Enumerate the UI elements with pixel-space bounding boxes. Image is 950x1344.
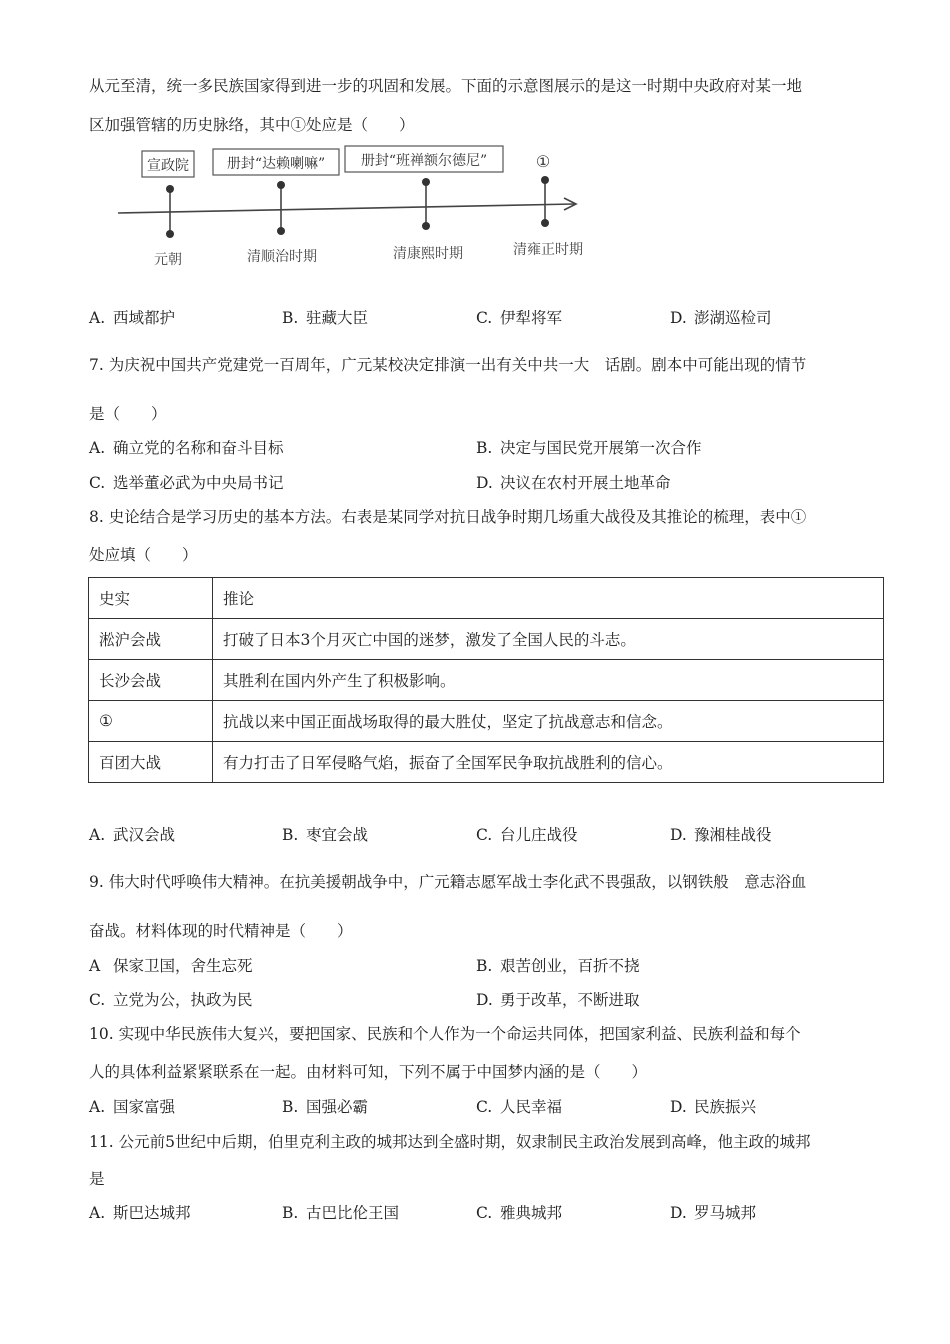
q6-stem-line1: 从元至清，统一多民族国家得到进一步的巩固和发展。下面的示意图展示的是这一时期中央政府对某一地	[89, 77, 803, 95]
q6-option-c[interactable]: C. 伊犁将军	[476, 309, 563, 327]
table-cell: 淞沪会战	[89, 619, 213, 660]
q9-stem-line2: 奋战。材料体现的时代精神是（ ）	[89, 922, 353, 940]
period4-label: 清雍正时期	[513, 242, 583, 258]
q9-stem-line1: 9. 伟大时代呼唤伟大精神。在抗美援朝战争中，广元籍志愿军战士李化武不畏强敌，以钢铁般 意志浴血	[89, 873, 807, 891]
q9-option-d[interactable]: D. 勇于改革，不断进取	[476, 991, 640, 1009]
timeline-axis	[118, 204, 574, 213]
table-cell: ①	[89, 701, 213, 742]
q10-option-b[interactable]: B. 国强必霸	[282, 1098, 369, 1116]
q10-stem-line2: 人的具体利益紧紧联系在一起。由材料可知，下列不属于中国梦内涵的是（ ）	[89, 1063, 648, 1081]
q8-battle-table	[88, 577, 884, 783]
table-row	[89, 660, 884, 701]
box2-label: 册封“达赖喇嘛”	[226, 156, 326, 172]
q10-option-c[interactable]: C. 人民幸福	[476, 1098, 563, 1116]
q7-option-a[interactable]: A. 确立党的名称和奋斗目标	[89, 439, 284, 457]
table-header-cell: 推论	[213, 578, 884, 619]
period1-label: 元朝	[154, 252, 182, 268]
q10-option-a[interactable]: A. 国家富强	[89, 1098, 176, 1116]
table-row	[89, 742, 884, 783]
q7-stem-line1: 7. 为庆祝中国共产党建党一百周年，广元某校决定排演一出有关中共一大 话剧。剧本中可能出现的情节	[89, 356, 807, 374]
q7-option-b[interactable]: B. 决定与国民党开展第一次合作	[476, 439, 702, 457]
table-row	[89, 701, 884, 742]
q7-stem-line2: 是（ ）	[89, 405, 167, 423]
q6-option-b[interactable]: B. 驻藏大臣	[282, 309, 369, 327]
table-cell: 打破了日本3个月灭亡中国的迷梦，激发了全国人民的斗志。	[213, 619, 884, 660]
q6-option-a[interactable]: A. 西域都护	[89, 309, 176, 327]
table-cell: 有力打击了日军侵略气焰，振奋了全国军民争取抗战胜利的信心。	[213, 742, 884, 783]
q8-option-b[interactable]: B. 枣宜会战	[282, 826, 369, 844]
table-header-cell: 史实	[89, 578, 213, 619]
period3-label: 清康熙时期	[393, 246, 463, 262]
q6-option-d[interactable]: D. 澎湖巡检司	[670, 309, 772, 327]
q8-stem-line2: 处应填（ ）	[89, 546, 198, 564]
q11-option-b[interactable]: B. 古巴比伦王国	[282, 1204, 400, 1222]
q7-option-d[interactable]: D. 决议在农村开展土地革命	[476, 474, 671, 492]
table-header-row	[89, 578, 884, 619]
q8-option-c[interactable]: C. 台儿庄战役	[476, 826, 578, 844]
q8-option-d[interactable]: D. 豫湘桂战役	[670, 826, 772, 844]
q9-option-b[interactable]: B. 艰苦创业，百折不挠	[476, 957, 640, 975]
q7-option-c[interactable]: C. 选举董必武为中央局书记	[89, 474, 284, 492]
q10-option-d[interactable]: D. 民族振兴	[670, 1098, 757, 1116]
q9-option-c[interactable]: C. 立党为公，执政为民	[89, 991, 253, 1009]
q8-option-a[interactable]: A. 武汉会战	[89, 826, 176, 844]
period2-label: 清顺治时期	[247, 249, 317, 265]
q8-stem-line1: 8. 史论结合是学习历史的基本方法。右表是某同学对抗日战争时期几场重大战役及其推论的梳理，表中①	[89, 508, 807, 526]
table-cell: 百团大战	[89, 742, 213, 783]
q11-option-c[interactable]: C. 雅典城邦	[476, 1204, 563, 1222]
q6-timeline-diagram	[112, 142, 592, 274]
box1-label: 宣政院	[147, 158, 189, 174]
table-row	[89, 619, 884, 660]
marker-circled-one: ①	[535, 152, 551, 171]
q11-option-d[interactable]: D. 罗马城邦	[670, 1204, 757, 1222]
table-cell: 抗战以来中国正面战场取得的最大胜仗，坚定了抗战意志和信念。	[213, 701, 884, 742]
q11-stem-line2: 是	[89, 1170, 105, 1188]
q6-stem-line2: 区加强管辖的历史脉络，其中①处应是（ ）	[89, 116, 415, 134]
table-cell: 其胜利在国内外产生了积极影响。	[213, 660, 884, 701]
q9-option-a[interactable]: A 保家卫国，舍生忘死	[89, 957, 253, 975]
table-cell: 长沙会战	[89, 660, 213, 701]
q11-option-a[interactable]: A. 斯巴达城邦	[89, 1204, 191, 1222]
q10-stem-line1: 10. 实现中华民族伟大复兴，要把国家、民族和个人作为一个命运共同体，把国家利益、民族利益和每个	[89, 1025, 801, 1043]
box3-label: 册封“班禅额尔德尼”	[360, 153, 488, 169]
q11-stem-line1: 11. 公元前5世纪中后期，伯里克利主政的城邦达到全盛时期，奴隶制民主政治发展到高峰，他主政的城邦	[89, 1133, 811, 1151]
